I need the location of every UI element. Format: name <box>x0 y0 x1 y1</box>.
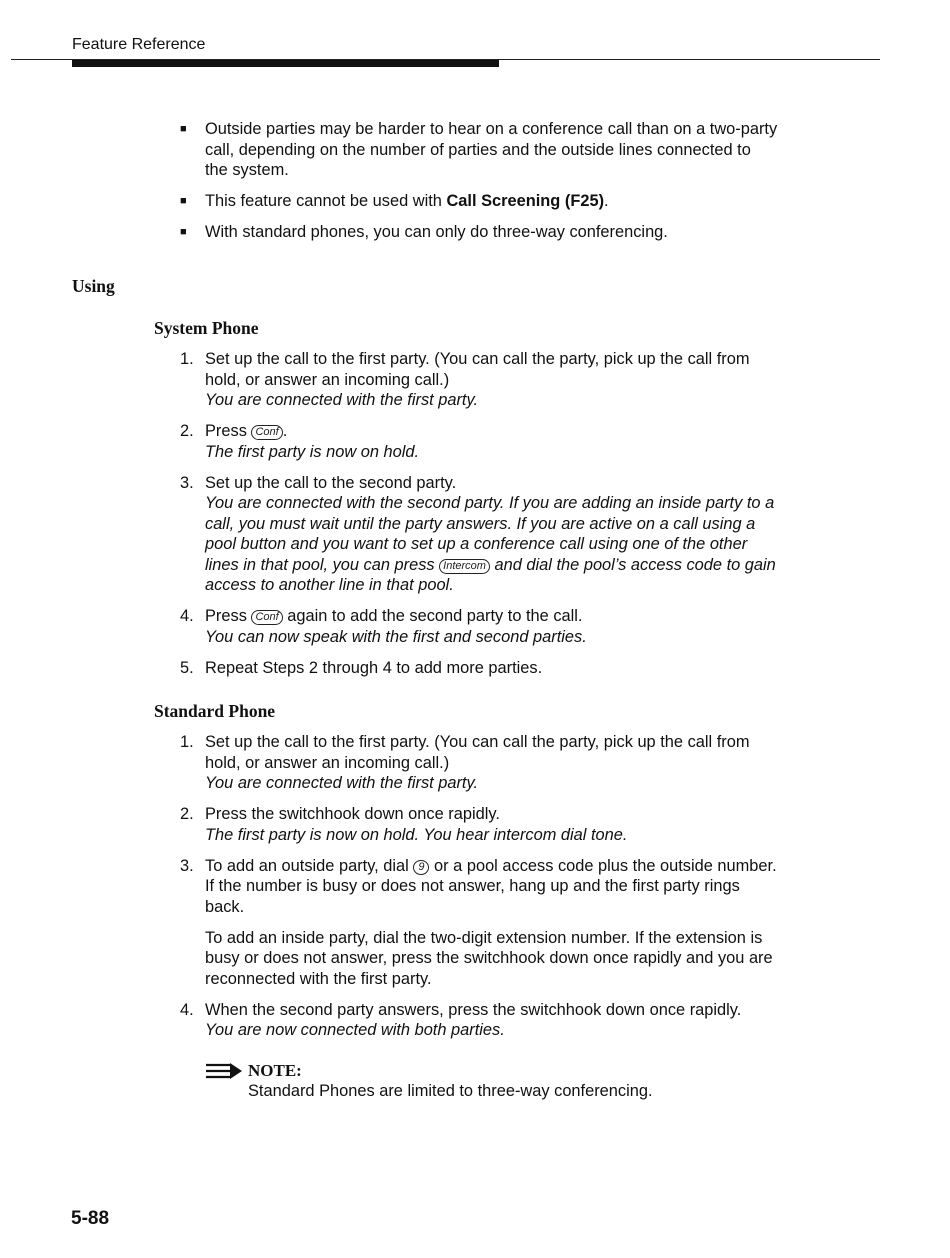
step-result: The first party is now on hold. <box>205 442 420 461</box>
list-item <box>178 222 778 243</box>
step-number: 2. <box>180 422 194 440</box>
step-number: 5. <box>180 658 194 677</box>
conf-key-icon: Conf <box>251 425 282 440</box>
step-item <box>178 658 778 679</box>
step-item <box>178 349 778 411</box>
bullet-square-icon: ■ <box>180 226 187 238</box>
step-number: 1. <box>180 733 194 751</box>
step-item <box>178 473 778 596</box>
conf-key-icon: Conf <box>251 610 282 625</box>
step-item <box>178 804 778 845</box>
step-number: 1. <box>180 350 194 368</box>
step-item <box>178 606 778 647</box>
step-number: 2. <box>180 805 194 823</box>
bullet-text: Outside parties may be harder to hear on a conference call than on a two-party call, depending on the number of parties and the outside lines connected to the system. <box>205 120 778 179</box>
step-item <box>178 856 778 990</box>
step-number: 4. <box>180 1000 194 1019</box>
step-result: You are connected with the second party. If you are adding an inside party to a call, you must wait until the party answers. If you are active on a call using a pool button and you want to set up a conference call using one of the other lines in that pool, you can press Intercom and dial the pool’s access code to gain access to another line in that pool. <box>205 494 776 594</box>
step-text: When the second party answers, press the switchhook down once rapidly. <box>205 1000 742 1019</box>
page-number: 5-88 <box>71 1208 110 1229</box>
bullet-list <box>178 119 778 253</box>
list-item <box>178 119 778 181</box>
step-text: Repeat Steps 2 through 4 to add more parties. <box>205 658 543 677</box>
subsection-heading-standard-phone: Standard Phone <box>154 701 276 721</box>
running-header: Feature Reference <box>72 36 206 53</box>
bullet-text: . <box>604 192 609 210</box>
step-text: To add an outside party, dial 9 or a pool access code plus the outside number. If the number is busy or does not answer, hang up and the first party rings back. <box>205 856 777 916</box>
intercom-key-icon: Intercom <box>439 559 490 574</box>
step-item <box>178 1000 778 1041</box>
note-text: Standard Phones are limited to three-way conferencing. <box>248 1082 653 1100</box>
step-result: You are connected with the first party. <box>205 391 479 409</box>
step-result: You are now connected with both parties. <box>205 1021 505 1039</box>
step-number: 4. <box>180 607 194 625</box>
step-result: You are connected with the first party. <box>205 774 479 792</box>
step-text: Set up the call to the first party. (You can call the party, pick up the call from hold, or answer an incoming call.) <box>205 733 750 772</box>
step-item <box>178 732 778 794</box>
step-number: 3. <box>180 473 194 492</box>
step-text: To add an inside party, dial the two-digit extension number. If the extension is busy or does not answer, press the switchhook down once rapidly and you are reconnected with the first party. <box>205 928 773 988</box>
standard-phone-steps <box>178 732 778 1051</box>
bullet-text: This feature cannot be used with <box>205 192 447 210</box>
step-text: Press Conf again to add the second party to the call. <box>205 607 583 625</box>
step-text: Set up the call to the first party. (You can call the party, pick up the call from hold, or answer an incoming call.) <box>205 350 750 389</box>
feature-reference-bold: Call Screening (F25) <box>446 192 605 210</box>
step-result: You can now speak with the first and second parties. <box>205 627 587 646</box>
step-item <box>178 421 778 462</box>
note-arrow-icon <box>205 1062 243 1085</box>
note-box <box>205 1061 765 1100</box>
section-heading: Using <box>72 276 115 296</box>
list-item <box>178 191 778 212</box>
step-text: Press Conf . <box>205 422 288 440</box>
step-text: Set up the call to the second party. <box>205 473 457 492</box>
step-result: The first party is now on hold. You hear intercom dial tone. <box>205 825 628 844</box>
subsection-heading-system-phone: System Phone <box>154 318 259 338</box>
dial-9-key-icon: 9 <box>413 860 429 875</box>
bullet-square-icon: ■ <box>180 123 187 135</box>
note-label: NOTE: <box>248 1061 302 1080</box>
step-text: Press the switchhook down once rapidly. <box>205 805 500 823</box>
header-rule-bar <box>72 60 499 67</box>
bullet-square-icon: ■ <box>180 195 187 207</box>
step-number: 3. <box>180 856 194 875</box>
bullet-text: With standard phones, you can only do three-way conferencing. <box>205 223 668 241</box>
system-phone-steps <box>178 349 778 689</box>
